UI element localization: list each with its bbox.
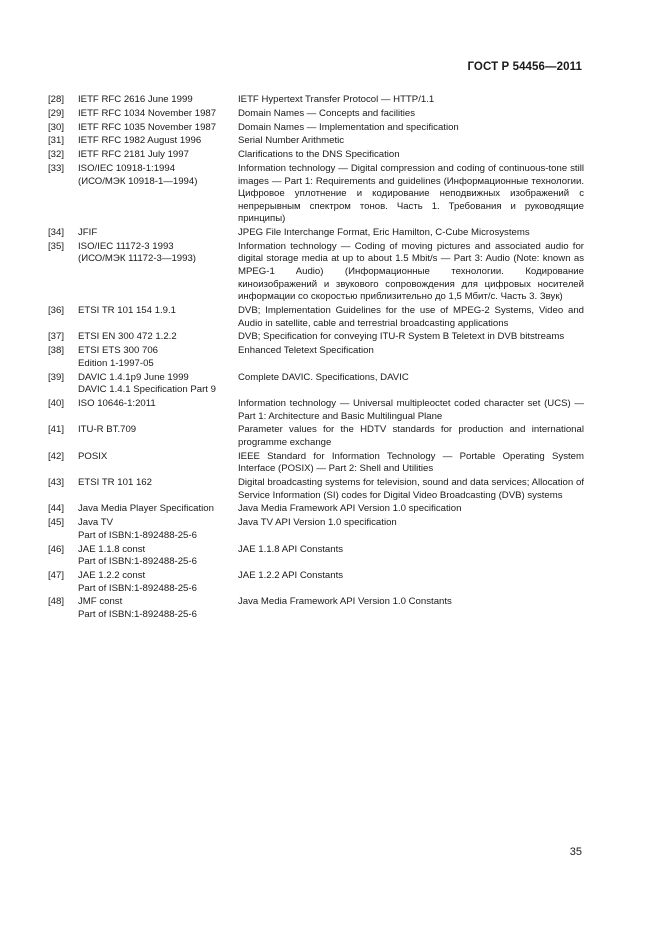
reference-description: Information technology — Universal multipleoctet coded character set (UCS) — Part 1: Architecture and Basic Multilingual Plane bbox=[238, 397, 584, 422]
reference-source bbox=[78, 372, 238, 397]
reference-description: Enhanced Teletext Specification bbox=[238, 345, 374, 357]
reference-number: [47] bbox=[48, 569, 65, 581]
reference-source-line: Java Media Player Specification bbox=[78, 503, 214, 515]
reference-source-line: DAVIC 1.4.1p9 June 1999 bbox=[78, 371, 189, 383]
reference-source-line: ETSI TR 101 162 bbox=[78, 477, 152, 489]
reference-description: JAE 1.2.2 API Constants bbox=[238, 569, 344, 581]
reference-source bbox=[78, 544, 238, 569]
reference-entry bbox=[48, 122, 584, 135]
reference-entry bbox=[48, 94, 584, 107]
reference-source-line: Part of ISBN:1-892488-25-6 bbox=[78, 608, 197, 620]
reference-source-line: DAVIC 1.4.1 Specification Part 9 bbox=[78, 384, 216, 396]
reference-source-line: IETF RFC 2181 July 1997 bbox=[78, 149, 189, 161]
reference-source-line: IETF RFC 1982 August 1996 bbox=[78, 135, 202, 147]
reference-source-line: IETF RFC 1035 November 1987 bbox=[78, 121, 217, 133]
reference-source bbox=[78, 305, 238, 318]
reference-source bbox=[78, 570, 238, 595]
reference-source-line: JMF const bbox=[78, 596, 123, 608]
reference-number: [39] bbox=[48, 371, 65, 383]
reference-source bbox=[78, 163, 238, 188]
reference-entry bbox=[48, 398, 584, 423]
reference-number: [36] bbox=[48, 305, 65, 316]
reference-source-line: Java TV bbox=[78, 517, 114, 529]
reference-number: [37] bbox=[48, 331, 65, 343]
reference-number: [32] bbox=[48, 149, 65, 161]
reference-number: [35] bbox=[48, 240, 65, 252]
reference-entry bbox=[48, 477, 584, 502]
reference-source bbox=[78, 398, 238, 411]
reference-number: [44] bbox=[48, 503, 65, 515]
reference-description: Domain Names — Concepts and facilities bbox=[238, 107, 416, 119]
reference-number: [29] bbox=[48, 107, 65, 119]
reference-description: DVB; Specification for conveying ITU-R System B Teletext in DVB bitstreams bbox=[238, 331, 565, 343]
reference-entry bbox=[48, 424, 584, 449]
reference-number: [31] bbox=[48, 135, 65, 147]
reference-source bbox=[78, 517, 238, 542]
reference-source-line: JAE 1.1.8 const bbox=[78, 543, 146, 555]
reference-description: Serial Number Arithmetic bbox=[238, 135, 345, 147]
reference-entry bbox=[48, 345, 584, 370]
reference-entry bbox=[48, 596, 584, 621]
reference-source bbox=[78, 477, 238, 490]
reference-number: [41] bbox=[48, 424, 65, 436]
reference-source bbox=[78, 94, 238, 107]
reference-number: [45] bbox=[48, 517, 65, 529]
reference-entry bbox=[48, 570, 584, 595]
reference-number: [28] bbox=[48, 94, 65, 105]
reference-source-line: JFIF bbox=[78, 227, 98, 239]
reference-description: Domain Names — Implementation and specification bbox=[238, 121, 459, 133]
reference-description: Complete DAVIC. Specifications, DAVIC bbox=[238, 371, 409, 383]
reference-source-line: JAE 1.2.2 const bbox=[78, 569, 146, 581]
reference-description: Java Media Framework API Version 1.0 Constants bbox=[238, 596, 452, 608]
reference-source-line: (ИСО/МЭК 10918-1—1994) bbox=[78, 175, 198, 187]
bibliography-list bbox=[48, 94, 584, 623]
reference-description: Digital broadcasting systems for television, sound and data services; Allocation of Service Information (SI) codes for Digital Video Broadcasting (DVB) systems bbox=[238, 477, 584, 501]
reference-number: [30] bbox=[48, 121, 65, 133]
reference-source-line: ETSI ETS 300 706 bbox=[78, 345, 158, 357]
reference-source bbox=[78, 227, 238, 240]
reference-entry bbox=[48, 372, 584, 397]
reference-source-line: ETSI EN 300 472 1.2.2 bbox=[78, 331, 177, 343]
reference-source bbox=[78, 108, 238, 121]
reference-source-line: Edition 1-1997-05 bbox=[78, 357, 154, 369]
reference-entry bbox=[48, 451, 584, 476]
reference-description: IEEE Standard for Information Technology — Portable Operating System Interface (POSIX) — Part 2: Shell and Utilities bbox=[238, 450, 584, 475]
reference-number: [48] bbox=[48, 596, 65, 608]
reference-source bbox=[78, 122, 238, 135]
reference-source-line: ISO/IEC 11172-3 1993 bbox=[78, 240, 174, 252]
reference-source bbox=[78, 503, 238, 516]
reference-source bbox=[78, 345, 238, 370]
reference-description: Java TV API Version 1.0 specification bbox=[238, 517, 397, 529]
reference-number: [38] bbox=[48, 345, 65, 357]
reference-entry bbox=[48, 544, 584, 569]
reference-description: Information technology — Coding of moving pictures and associated audio for digital storage media at up to about 1.5 Mbit/s — Part 3: Audio (Note: known as MPEG-1 Audio) (Информационные технологии. Кодирование киноизображений и звукового сопровождения для цифровых носителей информации со скоростью приблизительно до 1,5 Мбит/с. Часть 3. Звук) bbox=[238, 240, 584, 303]
reference-source bbox=[78, 149, 238, 162]
reference-number: [46] bbox=[48, 543, 65, 555]
reference-number: [42] bbox=[48, 450, 65, 462]
reference-source-line: ISO 10646-1:2011 bbox=[78, 397, 156, 409]
reference-source-line: ITU-R BT.709 bbox=[78, 424, 137, 436]
reference-source bbox=[78, 451, 238, 464]
reference-source-line: IETF RFC 1034 November 1987 bbox=[78, 107, 217, 119]
document-header: ГОСТ Р 54456—2011 bbox=[467, 61, 582, 73]
reference-entry bbox=[48, 305, 584, 330]
reference-entry bbox=[48, 227, 584, 240]
reference-source-line: ISO/IEC 10918-1:1994 bbox=[78, 162, 176, 174]
reference-number: [40] bbox=[48, 397, 65, 409]
page-number: 35 bbox=[569, 846, 582, 858]
reference-source bbox=[78, 331, 238, 344]
reference-number: [34] bbox=[48, 227, 65, 239]
reference-source-line: Part of ISBN:1-892488-25-6 bbox=[78, 529, 197, 541]
reference-description: JAE 1.1.8 API Constants bbox=[238, 543, 344, 555]
reference-entry bbox=[48, 241, 584, 304]
reference-source bbox=[78, 135, 238, 148]
reference-source bbox=[78, 241, 238, 266]
reference-number: [43] bbox=[48, 477, 65, 489]
reference-source-line: (ИСО/МЭК 11172-3—1993) bbox=[78, 253, 196, 265]
reference-description: Information technology — Digital compression and coding of continuous-tone still images — Part 1: Requirements and guidelines (Информационные технологии. Цифровое уплотнение и кодирование неподвижных изображений с непрерывным спектром тонов. Часть 1. Требования и руководящие принципы) bbox=[238, 162, 584, 225]
reference-entry bbox=[48, 135, 584, 148]
reference-entry bbox=[48, 331, 584, 344]
reference-entry bbox=[48, 149, 584, 162]
reference-source bbox=[78, 424, 238, 437]
reference-description: IETF Hypertext Transfer Protocol — HTTP/1.1 bbox=[238, 94, 435, 105]
reference-number: [33] bbox=[48, 162, 65, 174]
reference-source-line: IETF RFC 2616 June 1999 bbox=[78, 94, 193, 105]
reference-source-line: Part of ISBN:1-892488-25-6 bbox=[78, 556, 197, 568]
reference-source bbox=[78, 596, 238, 621]
reference-description: Java Media Framework API Version 1.0 specification bbox=[238, 503, 462, 515]
reference-description: JPEG File Interchange Format, Eric Hamilton, C-Cube Microsystems bbox=[238, 227, 530, 239]
reference-entry bbox=[48, 163, 584, 226]
reference-description: Parameter values for the HDTV standards for production and international programme exchange bbox=[238, 424, 584, 448]
reference-entry bbox=[48, 503, 584, 516]
reference-description: Clarifications to the DNS Specification bbox=[238, 149, 400, 161]
reference-source-line: ETSI TR 101 154 1.9.1 bbox=[78, 305, 176, 316]
reference-source-line: POSIX bbox=[78, 450, 108, 462]
reference-description: DVB; Implementation Guidelines for the use of MPEG-2 Systems, Video and Audio in satellite, cable and terrestrial broadcasting applications bbox=[238, 305, 584, 329]
reference-source-line: Part of ISBN:1-892488-25-6 bbox=[78, 582, 197, 594]
reference-entry bbox=[48, 517, 584, 542]
reference-entry bbox=[48, 108, 584, 121]
